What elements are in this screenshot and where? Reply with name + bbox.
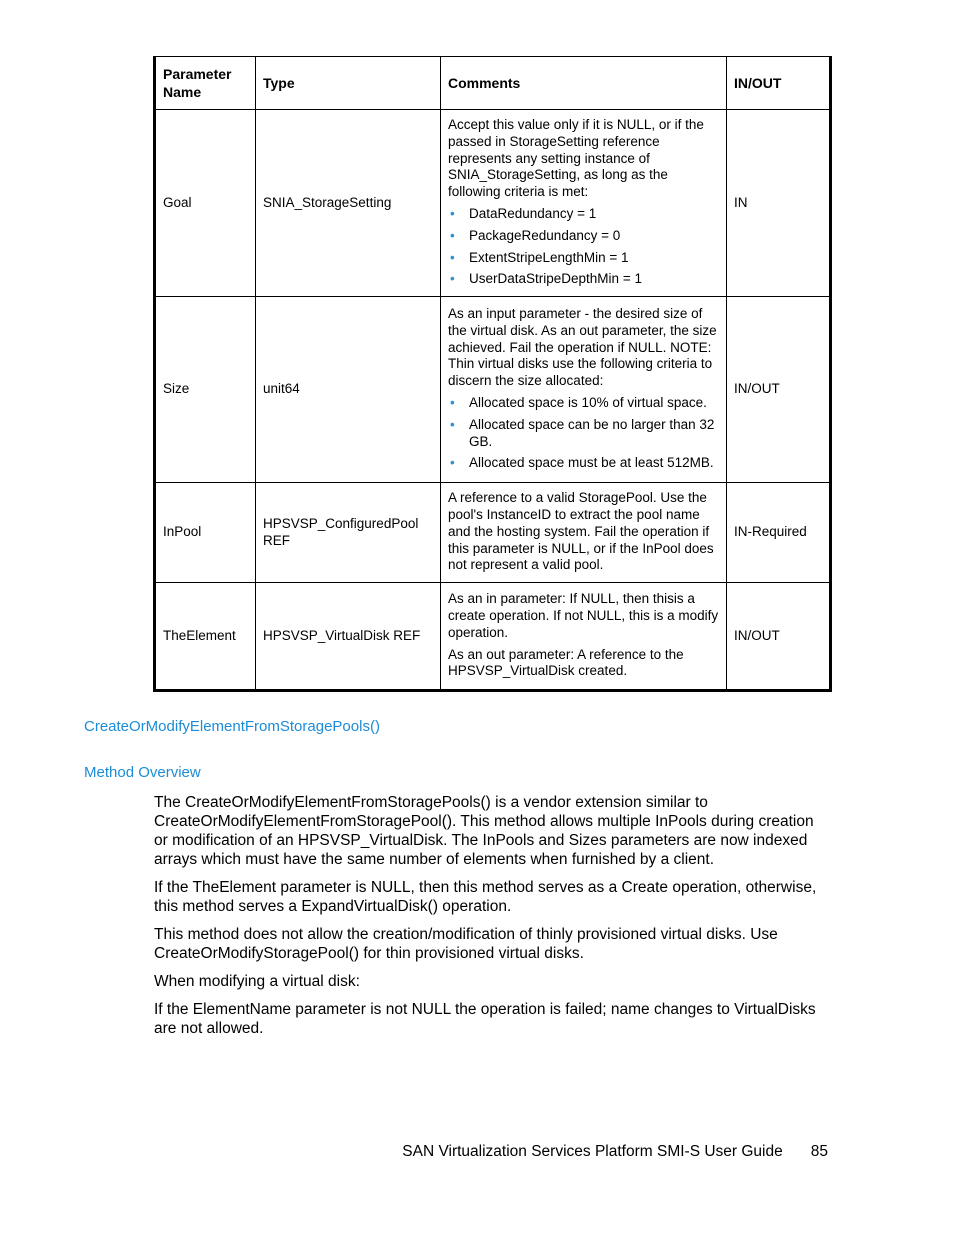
table-row <box>155 483 831 583</box>
bullet-icon: • <box>450 271 455 287</box>
section-title: CreateOrModifyElementFromStoragePools() <box>84 718 380 735</box>
list-item-text: Allocated space must be at least 512MB. <box>469 455 714 471</box>
header-inout: IN/OUT <box>727 57 831 110</box>
header-type: Type <box>256 57 441 110</box>
bullet-icon: • <box>450 249 455 265</box>
param-type-cell: SNIA_StorageSetting <box>256 110 441 297</box>
list-item-text: DataRedundancy = 1 <box>469 205 597 221</box>
bullet-icon: • <box>450 455 455 471</box>
footer-title: SAN Virtualization Services Platform SMI-S User Guide <box>402 1143 783 1160</box>
list-item-text: Allocated space is 10% of virtual space. <box>469 395 707 411</box>
bullet-icon: • <box>450 205 455 221</box>
paragraph: This method does not allow the creation/modification of thinly provisioned virtual disks. Use CreateOrModifyStoragePool() for thin provisioned virtual disks. <box>154 926 778 962</box>
paragraph: If the TheElement parameter is NULL, then this method serves as a Create operation, otherwise, this method serves a ExpandVirtualDisk() operation. <box>154 879 817 915</box>
method-overview-body <box>154 793 829 1047</box>
table-row <box>155 583 831 691</box>
page-number: 85 <box>810 1143 828 1160</box>
param-inout-cell: IN/OUT <box>727 583 831 691</box>
header-parameter-name: Parameter Name <box>155 57 256 110</box>
list-item <box>448 395 719 412</box>
comment-text: As an input parameter - the desired size of the virtual disk. As an out parameter, the size achieved. Fail the operation if NULL. NOTE: Thin virtual disks use the following criteria to discern the size allocated: <box>448 306 717 389</box>
param-type-cell: HPSVSP_VirtualDisk REF <box>256 583 441 691</box>
page-footer <box>402 1143 828 1161</box>
param-comments-cell <box>441 483 727 583</box>
subsection-title: Method Overview <box>84 764 201 781</box>
comment-text: Accept this value only if it is NULL, or if the passed in StorageSetting reference represents any setting instance of SNIA_StorageSetting, as long as the following criteria is met: <box>448 117 704 200</box>
list-item-text: Allocated space can be no larger than 32 GB. <box>469 416 715 449</box>
header-comments: Comments <box>441 57 727 110</box>
paragraph: If the ElementName parameter is not NULL the operation is failed; name changes to VirtualDisks are not allowed. <box>154 1001 816 1037</box>
table-header-row <box>155 57 831 110</box>
param-type-cell: unit64 <box>256 297 441 483</box>
param-name-cell: TheElement <box>155 583 256 691</box>
comment-text: As an out parameter: A reference to the HPSVSP_VirtualDisk created. <box>448 646 684 679</box>
list-item <box>448 417 719 451</box>
list-item <box>448 228 719 245</box>
list-item <box>448 455 719 472</box>
param-inout-cell: IN/OUT <box>727 297 831 483</box>
param-name-cell: Goal <box>155 110 256 297</box>
criteria-list <box>448 395 719 472</box>
bullet-icon: • <box>450 395 455 411</box>
param-name-cell: Size <box>155 297 256 483</box>
list-item <box>448 206 719 223</box>
comment-text: As an in parameter: If NULL, then thisis a create operation. If not NULL, this is a modify operation. <box>448 591 719 640</box>
param-type-cell: HPSVSP_ConfiguredPool REF <box>256 483 441 583</box>
parameter-table <box>153 56 832 692</box>
paragraph: When modifying a virtual disk: <box>154 973 360 990</box>
table-row <box>155 110 831 297</box>
paragraph: The CreateOrModifyElementFromStoragePools() is a vendor extension similar to CreateOrModifyElementFromStoragePool(). This method allows multiple InPools during creation or modification of an HPSVSP_VirtualDisk. The InPools and Sizes parameters are now indexed arrays which must have the same number of elements when furnished by a client. <box>154 794 814 868</box>
list-item-text: PackageRedundancy = 0 <box>469 227 621 243</box>
list-item-text: UserDataStripeDepthMin = 1 <box>469 271 642 287</box>
list-item <box>448 250 719 267</box>
param-inout-cell: IN <box>727 110 831 297</box>
list-item <box>448 271 719 288</box>
comment-text: A reference to a valid StoragePool. Use the pool's InstanceID to extract the pool name and the hosting system. Fail the operation if this parameter is NULL, or if the InPool does not represent a valid pool. <box>448 490 714 573</box>
bullet-icon: • <box>450 227 455 243</box>
bullet-icon: • <box>450 416 455 432</box>
list-item-text: ExtentStripeLengthMin = 1 <box>469 249 629 265</box>
param-comments-cell <box>441 110 727 297</box>
param-comments-cell <box>441 297 727 483</box>
table-row <box>155 297 831 483</box>
param-comments-cell <box>441 583 727 691</box>
param-name-cell: InPool <box>155 483 256 583</box>
criteria-list <box>448 206 719 288</box>
param-inout-cell: IN-Required <box>727 483 831 583</box>
